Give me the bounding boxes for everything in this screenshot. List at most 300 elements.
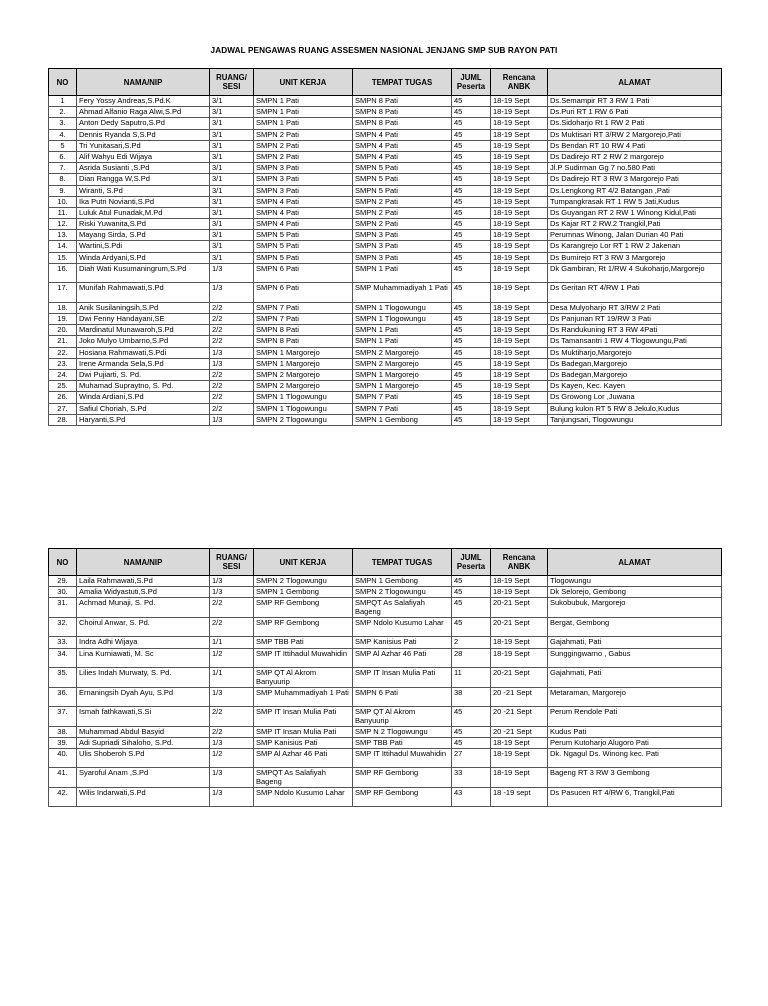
cell-ruang: 3/1 xyxy=(210,129,254,140)
cell-ruang: 1/2 xyxy=(210,748,254,768)
cell-jumlah-peserta: 45 xyxy=(452,598,491,618)
cell-nama: Anik Susilaningsih,S.Pd xyxy=(77,302,210,313)
cell-tempat-tugas: SMP IT Insan Mulia Pati xyxy=(353,668,452,688)
header-alamat: ALAMAT xyxy=(548,549,722,576)
cell-tempat-tugas: SMPN 5 Pati xyxy=(353,174,452,185)
cell-unit-kerja: SMPN 5 Pati xyxy=(254,230,353,241)
table-row xyxy=(49,598,722,618)
header-ruang-line2: SESI xyxy=(222,82,241,91)
table-row xyxy=(49,185,722,196)
cell-unit-kerja: SMPN 3 Pati xyxy=(254,174,353,185)
cell-rencana-anbk: 18-19 Sept xyxy=(491,381,548,392)
cell-nama: Haryanti,S.Pd xyxy=(77,414,210,425)
cell-no: 1 xyxy=(49,96,77,107)
cell-jumlah-peserta: 45 xyxy=(452,369,491,380)
cell-nama: Fery Yossy Andreas,S.Pd.K xyxy=(77,96,210,107)
table-row xyxy=(49,403,722,414)
table-row xyxy=(49,414,722,425)
cell-unit-kerja: SMPN 1 Margorejo xyxy=(254,358,353,369)
cell-no: 11. xyxy=(49,207,77,218)
cell-nama: Dennis Ryanda S,S.Pd xyxy=(77,129,210,140)
cell-tempat-tugas: SMPN 2 Pati xyxy=(353,196,452,207)
table-row xyxy=(49,358,722,369)
cell-jumlah-peserta: 45 xyxy=(452,283,491,303)
cell-nama: Mayang Sirda, S.Pd xyxy=(77,230,210,241)
cell-unit-kerja: SMP IT Insan Mulia Pati xyxy=(254,707,353,727)
cell-rencana-anbk: 18-19 Sept xyxy=(491,118,548,129)
cell-rencana-anbk: 18-19 Sept xyxy=(491,314,548,325)
cell-unit-kerja: SMP Muhammadiyah 1 Pati xyxy=(254,687,353,707)
cell-rencana-anbk: 20-21 Sept xyxy=(491,617,548,637)
cell-rencana-anbk: 18-19 Sept xyxy=(491,263,548,283)
table-row xyxy=(49,207,722,218)
cell-no: 42. xyxy=(49,787,77,807)
cell-rencana-anbk: 18-19 Sept xyxy=(491,230,548,241)
cell-no: 31. xyxy=(49,598,77,618)
cell-no: 12. xyxy=(49,219,77,230)
cell-rencana-anbk: 20 -21 Sept xyxy=(491,707,548,727)
cell-jumlah-peserta: 45 xyxy=(452,207,491,218)
header-rencana-line2: ANBK xyxy=(507,82,531,91)
cell-jumlah-peserta: 45 xyxy=(452,336,491,347)
cell-nama: Ulis Shoberoh S.Pd xyxy=(77,748,210,768)
cell-no: 41. xyxy=(49,768,77,788)
cell-alamat: Perum Rendole Pati xyxy=(548,707,722,727)
table-row xyxy=(49,219,722,230)
header-nama: NAMA/NIP xyxy=(77,69,210,96)
cell-tempat-tugas: SMP IT Ittihadul Muwahidin xyxy=(353,748,452,768)
cell-no: 7. xyxy=(49,163,77,174)
cell-no: 26. xyxy=(49,392,77,403)
header-juml-line2: Peserta xyxy=(456,562,486,571)
cell-jumlah-peserta: 38 xyxy=(452,687,491,707)
table-header-row xyxy=(49,69,722,96)
table-row xyxy=(49,748,722,768)
cell-ruang: 2/2 xyxy=(210,707,254,727)
cell-tempat-tugas: SMPN 3 Pati xyxy=(353,241,452,252)
cell-jumlah-peserta: 45 xyxy=(452,174,491,185)
cell-rencana-anbk: 18-19 Sept xyxy=(491,587,548,598)
cell-no: 37. xyxy=(49,707,77,727)
cell-jumlah-peserta: 45 xyxy=(452,241,491,252)
cell-no: 30. xyxy=(49,587,77,598)
cell-alamat: Dk Selorejo, Gembong xyxy=(548,587,722,598)
cell-ruang: 3/1 xyxy=(210,252,254,263)
cell-nama: Achmad Munaji, S. Pd. xyxy=(77,598,210,618)
cell-alamat: Sukobubuk, Margorejo xyxy=(548,598,722,618)
cell-unit-kerja: SMPN 6 Pati xyxy=(254,263,353,283)
cell-jumlah-peserta: 27 xyxy=(452,748,491,768)
cell-alamat: Ds Panjunan RT 19/RW 3 Pati xyxy=(548,314,722,325)
cell-rencana-anbk: 18 -19 sept xyxy=(491,787,548,807)
cell-jumlah-peserta: 45 xyxy=(452,414,491,425)
cell-jumlah-peserta: 45 xyxy=(452,314,491,325)
cell-tempat-tugas: SMP RF Gembong xyxy=(353,768,452,788)
cell-no: 4. xyxy=(49,129,77,140)
cell-ruang: 3/1 xyxy=(210,118,254,129)
table-row xyxy=(49,637,722,648)
cell-no: 25. xyxy=(49,381,77,392)
header-juml-line1: JUML xyxy=(460,553,482,562)
cell-rencana-anbk: 18-19 Sept xyxy=(491,302,548,313)
cell-no: 9. xyxy=(49,185,77,196)
cell-nama: Ika Putri Novianti,S.Pd xyxy=(77,196,210,207)
cell-rencana-anbk: 18-19 Sept xyxy=(491,129,548,140)
cell-tempat-tugas: SMPN 3 Pati xyxy=(353,230,452,241)
cell-alamat: Dk Gambiran, Rt 1/RW 4 Sukoharjo,Margorejo xyxy=(548,263,722,283)
cell-no: 18. xyxy=(49,302,77,313)
cell-no: 22. xyxy=(49,347,77,358)
cell-rencana-anbk: 18-19 Sept xyxy=(491,414,548,425)
cell-alamat: Ds Bumirejo RT 3 RW 3 Margorejo xyxy=(548,252,722,263)
header-juml-line1: JUML xyxy=(460,73,482,82)
cell-alamat: Jl.P Sudirman Gg 7 no.580 Pati xyxy=(548,163,722,174)
cell-unit-kerja: SMPN 1 Gembong xyxy=(254,587,353,598)
cell-unit-kerja: SMP RF Gembong xyxy=(254,598,353,618)
cell-alamat: Gajahmati, Pati xyxy=(548,668,722,688)
table-row xyxy=(49,392,722,403)
cell-ruang: 1/2 xyxy=(210,648,254,668)
header-rencana xyxy=(491,549,548,576)
cell-alamat: Ds Karangrejo Lor RT 1 RW 2 Jakenan xyxy=(548,241,722,252)
cell-rencana-anbk: 18-19 Sept xyxy=(491,392,548,403)
cell-rencana-anbk: 20-21 Sept xyxy=(491,668,548,688)
table-row xyxy=(49,336,722,347)
cell-alamat: Ds Growong Lor ,Juwana xyxy=(548,392,722,403)
cell-tempat-tugas: SMPN 1 Gembong xyxy=(353,576,452,587)
document-title: JADWAL PENGAWAS RUANG ASSESMEN NASIONAL JENJANG SMP SUB RAYON PATI xyxy=(210,46,558,55)
cell-rencana-anbk: 18-19 Sept xyxy=(491,576,548,587)
cell-nama: Alif Wahyu Edi Wijaya xyxy=(77,151,210,162)
cell-nama: Hosiana Rahmawati,S.Pdi xyxy=(77,347,210,358)
cell-alamat: Ds Randukuning RT 3 RW 4Pati xyxy=(548,325,722,336)
cell-ruang: 1/3 xyxy=(210,358,254,369)
cell-jumlah-peserta: 45 xyxy=(452,163,491,174)
cell-rencana-anbk: 18-19 Sept xyxy=(491,648,548,668)
cell-nama: Wiranti, S.Pd xyxy=(77,185,210,196)
cell-jumlah-peserta: 45 xyxy=(452,129,491,140)
cell-unit-kerja: SMP TBB Pati xyxy=(254,637,353,648)
cell-alamat: Ds Geritan RT 4/RW 1 Pati xyxy=(548,283,722,303)
cell-ruang: 2/2 xyxy=(210,381,254,392)
cell-jumlah-peserta: 45 xyxy=(452,185,491,196)
cell-no: 19. xyxy=(49,314,77,325)
cell-unit-kerja: SMPN 8 Pati xyxy=(254,336,353,347)
cell-rencana-anbk: 18-19 Sept xyxy=(491,336,548,347)
cell-tempat-tugas: SMPN 1 Margorejo xyxy=(353,381,452,392)
cell-tempat-tugas: SMP TBB Pati xyxy=(353,737,452,748)
cell-unit-kerja: SMPN 4 Pati xyxy=(254,207,353,218)
cell-rencana-anbk: 18-19 Sept xyxy=(491,347,548,358)
cell-alamat: Tanjungsari, Tlogowungu xyxy=(548,414,722,425)
cell-alamat: Sunggingwarno , Gabus xyxy=(548,648,722,668)
cell-rencana-anbk: 18-19 Sept xyxy=(491,768,548,788)
cell-jumlah-peserta: 45 xyxy=(452,96,491,107)
cell-no: 2. xyxy=(49,107,77,118)
cell-unit-kerja: SMPN 1 Margorejo xyxy=(254,347,353,358)
table-row xyxy=(49,252,722,263)
cell-alamat: Ds.Puri RT 1 RW 6 Pati xyxy=(548,107,722,118)
cell-unit-kerja: SMPN 5 Pati xyxy=(254,252,353,263)
cell-tempat-tugas: SMPN 2 Pati xyxy=(353,219,452,230)
cell-ruang: 2/2 xyxy=(210,302,254,313)
table-row xyxy=(49,196,722,207)
cell-tempat-tugas: SMP Muhammadiyah 1 Pati xyxy=(353,283,452,303)
cell-tempat-tugas: SMPN 8 Pati xyxy=(353,96,452,107)
table-row xyxy=(49,325,722,336)
cell-alamat: Metaraman, Margorejo xyxy=(548,687,722,707)
header-nama: NAMA/NIP xyxy=(77,549,210,576)
cell-unit-kerja: SMPN 7 Pati xyxy=(254,302,353,313)
cell-alamat: Ds Kajar RT 2 RW.2 Trangkil,Pati xyxy=(548,219,722,230)
cell-ruang: 3/1 xyxy=(210,207,254,218)
cell-ruang: 1/3 xyxy=(210,283,254,303)
cell-ruang: 3/1 xyxy=(210,151,254,162)
cell-jumlah-peserta: 45 xyxy=(452,118,491,129)
table-row xyxy=(49,576,722,587)
cell-no: 5 xyxy=(49,140,77,151)
cell-tempat-tugas: SMPN 4 Pati xyxy=(353,129,452,140)
cell-nama: Syaroful Anam ,S.Pd xyxy=(77,768,210,788)
cell-nama: Indra Adhi Wijaya xyxy=(77,637,210,648)
cell-no: 32. xyxy=(49,617,77,637)
cell-ruang: 1/3 xyxy=(210,414,254,425)
cell-unit-kerja: SMP Al Azhar 46 Pati xyxy=(254,748,353,768)
cell-unit-kerja: SMPN 4 Pati xyxy=(254,196,353,207)
cell-jumlah-peserta: 45 xyxy=(452,576,491,587)
cell-rencana-anbk: 18-19 Sept xyxy=(491,325,548,336)
cell-nama: Choirul Anwar, S. Pd. xyxy=(77,617,210,637)
cell-jumlah-peserta: 45 xyxy=(452,403,491,414)
cell-ruang: 1/3 xyxy=(210,768,254,788)
cell-nama: Lilies Indah Murwaty, S. Pd. xyxy=(77,668,210,688)
table-row xyxy=(49,668,722,688)
table-row xyxy=(49,707,722,727)
header-ruang-line2: SESI xyxy=(222,562,241,571)
cell-alamat: Ds Muktiharjo,Margorejo xyxy=(548,347,722,358)
cell-ruang: 2/2 xyxy=(210,403,254,414)
cell-ruang: 3/1 xyxy=(210,196,254,207)
cell-no: 14. xyxy=(49,241,77,252)
schedule-table-2 xyxy=(48,548,722,807)
cell-ruang: 3/1 xyxy=(210,163,254,174)
header-juml xyxy=(452,69,491,96)
cell-tempat-tugas: SMPN 1 Tlogowungu xyxy=(353,302,452,313)
cell-ruang: 2/2 xyxy=(210,598,254,618)
header-no: NO xyxy=(49,549,77,576)
cell-unit-kerja: SMPN 7 Pati xyxy=(254,314,353,325)
cell-jumlah-peserta: 45 xyxy=(452,263,491,283)
cell-tempat-tugas: SMPN 2 Margorejo xyxy=(353,358,452,369)
table-row xyxy=(49,107,722,118)
cell-ruang: 1/3 xyxy=(210,263,254,283)
cell-rencana-anbk: 18-19 Sept xyxy=(491,748,548,768)
cell-unit-kerja: SMPN 1 Tlogowungu xyxy=(254,403,353,414)
cell-ruang: 1/3 xyxy=(210,587,254,598)
cell-ruang: 3/1 xyxy=(210,174,254,185)
cell-no: 3. xyxy=(49,118,77,129)
cell-tempat-tugas: SMPQT As Salafiyah Bageng xyxy=(353,598,452,618)
cell-unit-kerja: SMPN 1 Pati xyxy=(254,107,353,118)
cell-tempat-tugas: SMPN 2 Tlogowungu xyxy=(353,587,452,598)
cell-jumlah-peserta: 11 xyxy=(452,668,491,688)
table-row xyxy=(49,347,722,358)
cell-ruang: 1/3 xyxy=(210,347,254,358)
table-row xyxy=(49,726,722,737)
cell-unit-kerja: SMPN 2 Margorejo xyxy=(254,381,353,392)
cell-jumlah-peserta: 45 xyxy=(452,140,491,151)
cell-nama: Luluk Atul Funadak,M.Pd xyxy=(77,207,210,218)
table-row xyxy=(49,787,722,807)
cell-jumlah-peserta: 45 xyxy=(452,617,491,637)
cell-alamat: Ds Badegan,Margorejo xyxy=(548,369,722,380)
cell-jumlah-peserta: 45 xyxy=(452,325,491,336)
cell-ruang: 1/3 xyxy=(210,737,254,748)
cell-jumlah-peserta: 45 xyxy=(452,358,491,369)
table-row xyxy=(49,140,722,151)
cell-unit-kerja: SMP QT Al Akrom Banyuurip xyxy=(254,668,353,688)
cell-unit-kerja: SMP RF Gembong xyxy=(254,617,353,637)
cell-unit-kerja: SMP Ndolo Kusumo Lahar xyxy=(254,787,353,807)
cell-jumlah-peserta: 45 xyxy=(452,107,491,118)
cell-alamat: Bergat, Gembong xyxy=(548,617,722,637)
cell-alamat: Perumnas Winong, Jalan Durian 40 Pati xyxy=(548,230,722,241)
cell-tempat-tugas: SMPN 5 Pati xyxy=(353,163,452,174)
cell-rencana-anbk: 18-19 Sept xyxy=(491,174,548,185)
cell-ruang: 1/3 xyxy=(210,576,254,587)
cell-nama: Diah Wati Kusumaningrum,S.Pd xyxy=(77,263,210,283)
header-juml-line2: Peserta xyxy=(456,82,486,91)
cell-rencana-anbk: 20 -21 Sept xyxy=(491,687,548,707)
table-header-row xyxy=(49,549,722,576)
cell-ruang: 3/1 xyxy=(210,219,254,230)
cell-unit-kerja: SMPN 6 Pati xyxy=(254,283,353,303)
cell-alamat: Bageng RT 3 RW 3 Gembong xyxy=(548,768,722,788)
cell-rencana-anbk: 18-19 Sept xyxy=(491,737,548,748)
table-row xyxy=(49,151,722,162)
table-row xyxy=(49,314,722,325)
table-row xyxy=(49,587,722,598)
cell-ruang: 3/1 xyxy=(210,96,254,107)
cell-tempat-tugas: SMPN 1 Pati xyxy=(353,263,452,283)
cell-ruang: 2/2 xyxy=(210,325,254,336)
cell-unit-kerja: SMPN 2 Tlogowungu xyxy=(254,414,353,425)
cell-no: 15. xyxy=(49,252,77,263)
cell-ruang: 2/2 xyxy=(210,314,254,325)
cell-jumlah-peserta: 45 xyxy=(452,726,491,737)
cell-nama: Muhammad Abdul Basyid xyxy=(77,726,210,737)
cell-tempat-tugas: SMP Al Azhar 46 Pati xyxy=(353,648,452,668)
cell-nama: Irene Armanda Sela,S.Pd xyxy=(77,358,210,369)
cell-nama: Laila Rahmawati,S.Pd xyxy=(77,576,210,587)
cell-no: 39. xyxy=(49,737,77,748)
cell-nama: Lina Kurniawati, M. Sc xyxy=(77,648,210,668)
cell-tempat-tugas: SMPN 2 Pati xyxy=(353,207,452,218)
cell-no: 10. xyxy=(49,196,77,207)
cell-alamat: Ds Guyangan RT 2 RW 1 Winong Kidul,Pati xyxy=(548,207,722,218)
cell-unit-kerja: SMPN 1 Tlogowungu xyxy=(254,392,353,403)
cell-tempat-tugas: SMPN 1 Tlogowungu xyxy=(353,314,452,325)
header-rencana-line1: Rencana xyxy=(502,553,536,562)
table-row xyxy=(49,737,722,748)
table-row xyxy=(49,96,722,107)
cell-no: 36. xyxy=(49,687,77,707)
cell-rencana-anbk: 18-19 Sept xyxy=(491,185,548,196)
cell-unit-kerja: SMP Kanisius Pati xyxy=(254,737,353,748)
cell-rencana-anbk: 18-19 Sept xyxy=(491,207,548,218)
cell-rencana-anbk: 18-19 Sept xyxy=(491,403,548,414)
cell-alamat: Dk. Ngagul Ds. Winong kec. Pati xyxy=(548,748,722,768)
header-no: NO xyxy=(49,69,77,96)
cell-ruang: 3/1 xyxy=(210,140,254,151)
cell-rencana-anbk: 18-19 Sept xyxy=(491,637,548,648)
cell-no: 34. xyxy=(49,648,77,668)
header-unit: UNIT KERJA xyxy=(254,69,353,96)
cell-nama: Asrida Susianti ,S.Pd xyxy=(77,163,210,174)
cell-alamat: Ds Tamansantri 1 RW 4 Tlogowungu,Pati xyxy=(548,336,722,347)
cell-unit-kerja: SMPN 5 Pati xyxy=(254,241,353,252)
cell-jumlah-peserta: 45 xyxy=(452,151,491,162)
cell-jumlah-peserta: 33 xyxy=(452,768,491,788)
cell-jumlah-peserta: 45 xyxy=(452,392,491,403)
cell-unit-kerja: SMP IT Insan Mulia Pati xyxy=(254,726,353,737)
header-rencana-line2: ANBK xyxy=(507,562,531,571)
cell-tempat-tugas: SMPN 1 Gembong xyxy=(353,414,452,425)
table-row xyxy=(49,302,722,313)
cell-ruang: 1/3 xyxy=(210,787,254,807)
cell-tempat-tugas: SMPN 7 Pati xyxy=(353,403,452,414)
cell-alamat: Ds.Semampir RT 3 RW 1 Pati xyxy=(548,96,722,107)
cell-alamat: Tumpangkrasak RT 1 RW 5 Jati,Kudus xyxy=(548,196,722,207)
cell-ruang: 2/2 xyxy=(210,726,254,737)
cell-no: 17. xyxy=(49,283,77,303)
cell-unit-kerja: SMPN 1 Pati xyxy=(254,118,353,129)
header-rencana-line1: Rencana xyxy=(502,73,536,82)
header-unit: UNIT KERJA xyxy=(254,549,353,576)
header-tempat: TEMPAT TUGAS xyxy=(353,549,452,576)
cell-unit-kerja: SMPN 2 Tlogowungu xyxy=(254,576,353,587)
cell-nama: Dian Rangga W,S.Pd xyxy=(77,174,210,185)
cell-alamat: Ds Pasucen RT 4/RW 6, Trangkil,Pati xyxy=(548,787,722,807)
cell-alamat: Ds.Lengkong RT 4/2 Batangan ,Pati xyxy=(548,185,722,196)
cell-nama: Muhamad Supraytno, S. Pd. xyxy=(77,381,210,392)
cell-nama: Joko Mulyo Umbarno,S.Pd xyxy=(77,336,210,347)
cell-tempat-tugas: SMPN 4 Pati xyxy=(353,140,452,151)
schedule-table-1 xyxy=(48,68,722,426)
cell-ruang: 2/2 xyxy=(210,392,254,403)
cell-tempat-tugas: SMPN 1 Margorejo xyxy=(353,369,452,380)
cell-alamat: Ds Dadirejo RT 3 RW 3 Margorejo Pati xyxy=(548,174,722,185)
cell-jumlah-peserta: 45 xyxy=(452,230,491,241)
cell-jumlah-peserta: 45 xyxy=(452,587,491,598)
cell-ruang: 3/1 xyxy=(210,230,254,241)
cell-tempat-tugas: SMPN 1 Pati xyxy=(353,336,452,347)
cell-alamat: Ds Kayen, Kec. Kayen xyxy=(548,381,722,392)
cell-alamat: Desa Mulyoharjo RT 3/RW 2 Pati xyxy=(548,302,722,313)
cell-alamat: Bulung kulon RT 5 RW 8 Jekulo,Kudus xyxy=(548,403,722,414)
table-row xyxy=(49,129,722,140)
cell-no: 40. xyxy=(49,748,77,768)
cell-ruang: 3/1 xyxy=(210,241,254,252)
cell-alamat: Kudus Pati xyxy=(548,726,722,737)
cell-tempat-tugas: SMP Kanisius Pati xyxy=(353,637,452,648)
cell-nama: Ernaningsih Dyah Ayu, S.Pd xyxy=(77,687,210,707)
cell-rencana-anbk: 20 -21 Sept xyxy=(491,726,548,737)
cell-no: 28. xyxy=(49,414,77,425)
cell-nama: Wartini,S.Pdi xyxy=(77,241,210,252)
table-row xyxy=(49,687,722,707)
header-rencana xyxy=(491,69,548,96)
